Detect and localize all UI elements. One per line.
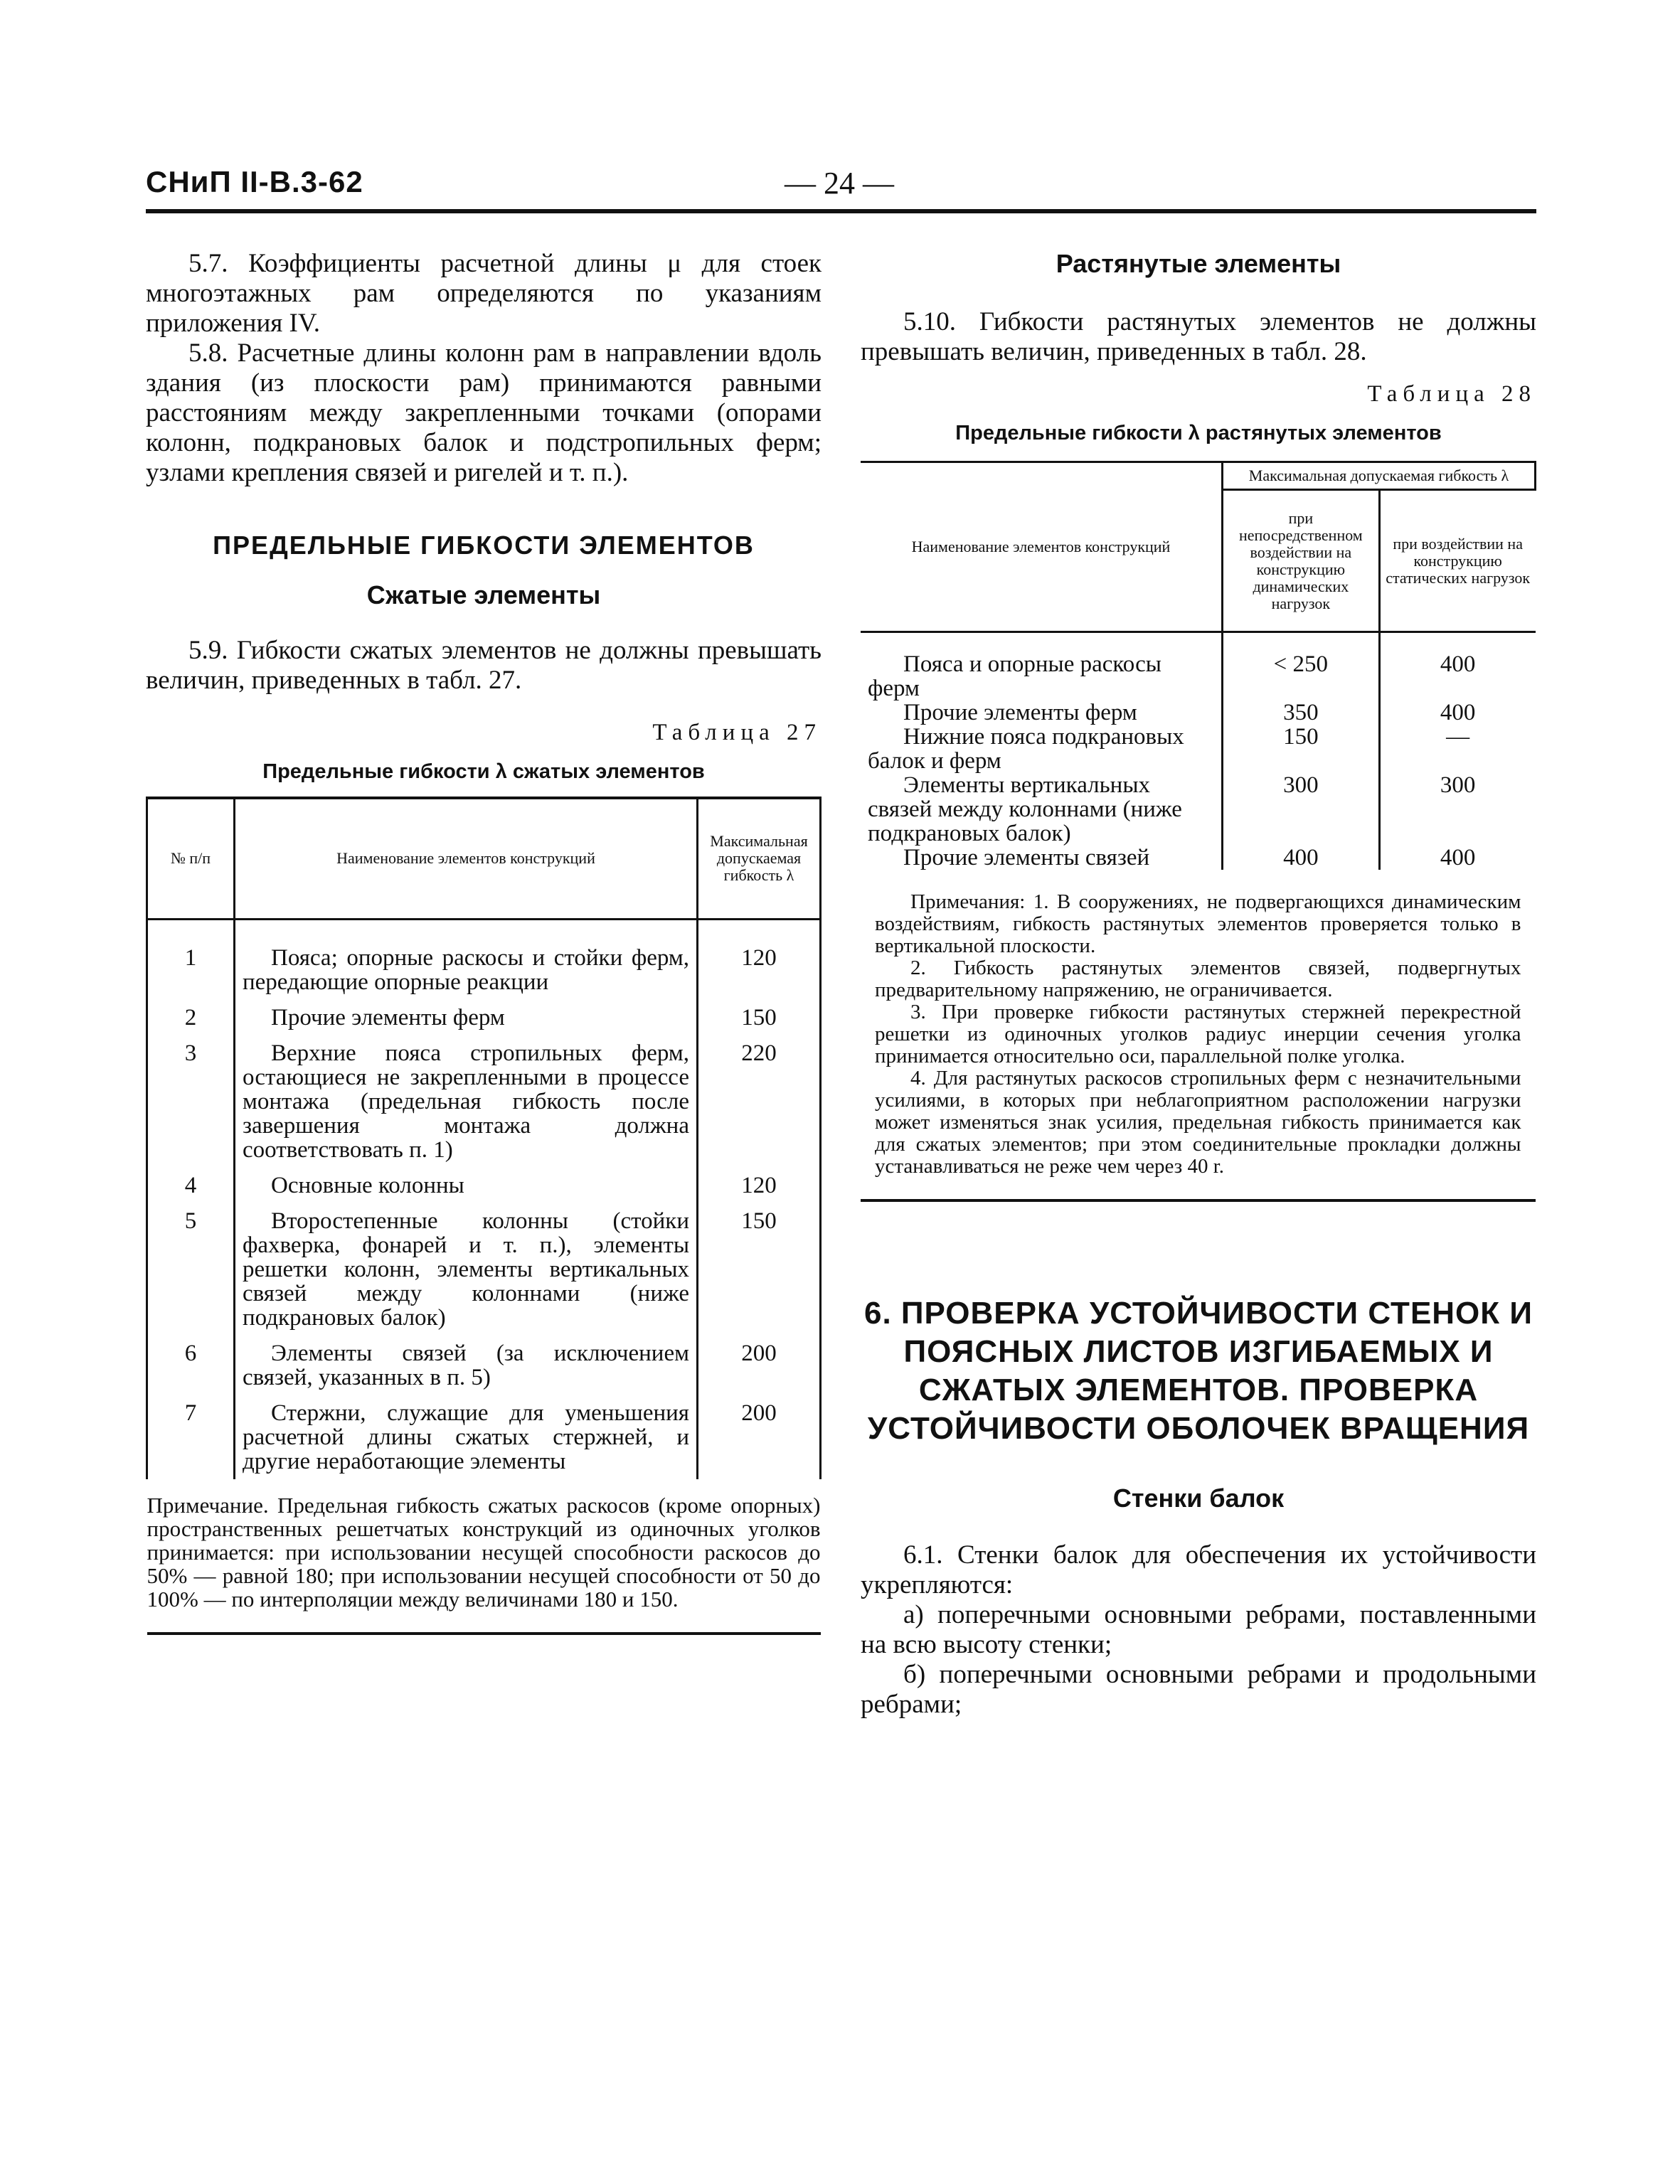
row-value-dynamic: 300	[1222, 773, 1379, 846]
table-27-header-value: Максимальная допускаемая гибкость λ	[698, 798, 821, 919]
row-value: 120	[698, 1168, 821, 1203]
row-value: 200	[698, 1336, 821, 1395]
table-27-caption: Предельные гибкости λ сжатых элементов	[262, 760, 705, 783]
paragraph-5-8: 5.8. Расчетные длины колонн рам в направлении вдоль здания (из плоскости рам) принимаются равными расстояниям между закрепленными точками (опорами колонн, подкрановых балок и подстропильных ферм; узлами крепления связей и ригелей и т. п.).	[146, 339, 822, 487]
paragraph-6-1-a: а) поперечными основными ребрами, поставленными на всю высоту стенки;	[861, 1599, 1536, 1659]
paragraph-5-10: 5.10. Гибкости растянутых элементов не должны превышать величин, приведенных в табл. 28.	[861, 307, 1536, 366]
table-row	[861, 701, 1536, 725]
row-name: Элементы связей (за исключением связей, указанных в п. 5)	[235, 1336, 698, 1395]
row-value: 150	[698, 1203, 821, 1336]
table-row	[861, 773, 1536, 846]
row-value: 220	[698, 1035, 821, 1168]
row-name: Пояса и опорные раскосы ферм	[861, 652, 1222, 701]
row-name: Элементы вертикальных связей между колоннами (ниже подкрановых балок)	[861, 773, 1222, 846]
table-27-header-name: Наименование элементов конструкций	[235, 798, 698, 919]
row-value-static: 400	[1379, 652, 1535, 701]
table-27-note: Примечание. Предельная гибкость сжатых раскосов (кроме опорных) пространственных решетчатых конструкций из одиночных уголков принимается: при использовании несущей способности раскосов до 50% — равной 180; при использовании несущей способности от 50 до 100% — по интерполяции между величинами 180 и 150.	[147, 1493, 821, 1612]
subsection-compressed: Сжатые элементы	[366, 580, 601, 609]
row-number: 5	[147, 1203, 235, 1336]
page-number: — 24 —	[785, 166, 894, 201]
paragraph-6-1-b: б) поперечными основными ребрами и продольными ребрами;	[861, 1659, 1536, 1719]
row-name: Прочие элементы связей	[861, 846, 1222, 870]
row-name: Стержни, служащие для уменьшения расчетной длины сжатых стержней, и другие неработающие элементы	[235, 1395, 698, 1479]
right-column	[861, 249, 1536, 1720]
table-28-header-static: при воздействии на конструкцию статических нагрузок	[1379, 490, 1535, 632]
table-row	[147, 940, 821, 1000]
row-name: Второстепенные колонны (стойки фахверка, фонарей и т. п.), элементы решетки колонн, элементы вертикальных связей между колоннами (ниже подкрановых балок)	[235, 1203, 698, 1336]
row-value-static: 400	[1379, 701, 1535, 725]
left-column	[146, 249, 822, 1635]
table-row	[147, 1000, 821, 1035]
table-row	[861, 725, 1536, 773]
row-value-static: 400	[1379, 846, 1535, 870]
table-28	[861, 461, 1536, 1202]
row-value: 200	[698, 1395, 821, 1479]
section-title: ПРЕДЕЛЬНЫЕ ГИБКОСТИ ЭЛЕМЕНТОВ	[213, 531, 755, 560]
table-row	[147, 1395, 821, 1479]
table-28-header-name: Наименование элементов конструкций	[861, 462, 1222, 632]
row-value-dynamic: < 250	[1222, 652, 1379, 701]
subsection-beam-webs: Стенки балок	[1112, 1483, 1285, 1513]
document-code: СНиП II-В.3-62	[146, 165, 363, 198]
header-rule	[146, 209, 1536, 213]
paragraph-5-7: 5.7. Коэффициенты расчетной длины μ для стоек многоэтажных рам определяются по указаниям приложения IV.	[146, 249, 822, 338]
note-1: Примечания: 1. В сооружениях, не подвергающихся динамическим воздействиям, гибкость растянутых элементов проверяется только в вертикальной плоскости.	[875, 890, 1521, 957]
row-number: 2	[147, 1000, 235, 1035]
row-value-dynamic: 350	[1222, 701, 1379, 725]
table-row	[147, 1168, 821, 1203]
row-number: 6	[147, 1336, 235, 1395]
row-value: 120	[698, 940, 821, 1000]
paragraph-5-9: 5.9. Гибкости сжатых элементов не должны превышать величин, приведенных в табл. 27.	[146, 636, 822, 695]
table-28-header-dynamic: при непосредственном воздействии на конструкцию динамических нагрузок	[1222, 490, 1379, 632]
table-28-label: Таблица 28	[1367, 381, 1536, 407]
table-28-notes	[861, 870, 1536, 1200]
table-row	[147, 1336, 821, 1395]
table-28-caption: Предельные гибкости λ растянутых элементов	[955, 422, 1442, 444]
row-name: Основные колонны	[235, 1168, 698, 1203]
row-name: Прочие элементы ферм	[235, 1000, 698, 1035]
row-number: 7	[147, 1395, 235, 1479]
table-row	[861, 846, 1536, 870]
row-name: Верхние пояса стропильных ферм, остающиеся не закрепленными в процессе монтажа (предельная гибкость после завершения монтажа должна соответствовать п. 1)	[235, 1035, 698, 1168]
table-row	[861, 652, 1536, 701]
row-value-static: —	[1379, 725, 1535, 773]
row-number: 4	[147, 1168, 235, 1203]
subsection-tension: Растянутые элементы	[1056, 249, 1341, 278]
table-27-label: Таблица 27	[652, 720, 822, 745]
note-3: 3. При проверке гибкости растянутых стержней перекрестной решетки из одиночных уголков радиус инерции сечения уголка принимается относительно оси, параллельной полке уголка.	[875, 1000, 1521, 1067]
row-value: 150	[698, 1000, 821, 1035]
row-name: Нижние пояса подкрановых балок и ферм	[861, 725, 1222, 773]
paragraph-6-1: 6.1. Стенки балок для обеспечения их устойчивости укрепляются:	[861, 1540, 1536, 1599]
row-value-dynamic: 400	[1222, 846, 1379, 870]
row-name: Пояса; опорные раскосы и стойки ферм, передающие опорные реакции	[235, 940, 698, 1000]
table-row	[147, 1203, 821, 1336]
table-27-header-num: № п/п	[147, 798, 235, 919]
row-number: 3	[147, 1035, 235, 1168]
row-value-static: 300	[1379, 773, 1535, 846]
row-name: Прочие элементы ферм	[861, 701, 1222, 725]
row-number: 1	[147, 940, 235, 1000]
row-value-dynamic: 150	[1222, 725, 1379, 773]
table-28-header-group: Максимальная допускаемая гибкость λ	[1222, 462, 1535, 490]
section-6-title: 6. ПРОВЕРКА УСТОЙЧИВОСТИ СТЕНОК И ПОЯСНЫХ ЛИСТОВ ИЗГИБАЕМЫХ И СЖАТЫХ ЭЛЕМЕНТОВ. ПРОВЕРКА УСТОЙЧИВОСТИ ОБОЛОЧЕК ВРАЩЕНИЯ	[863, 1295, 1533, 1446]
table-27	[146, 797, 822, 1635]
note-4: 4. Для растянутых раскосов стропильных ферм с незначительными усилиями, в которых при неблагоприятном расположении нагрузки может изменяться знак усилия, предельная гибкость принимается как для сжатых элементов; при этом соединительные прокладки должны устанавливаться не реже чем через 40 r.	[875, 1066, 1521, 1178]
table-row	[147, 1035, 821, 1168]
note-2: 2. Гибкость растянутых элементов связей, подвергнутых предварительному напряжению, не ограничивается.	[875, 956, 1521, 1001]
